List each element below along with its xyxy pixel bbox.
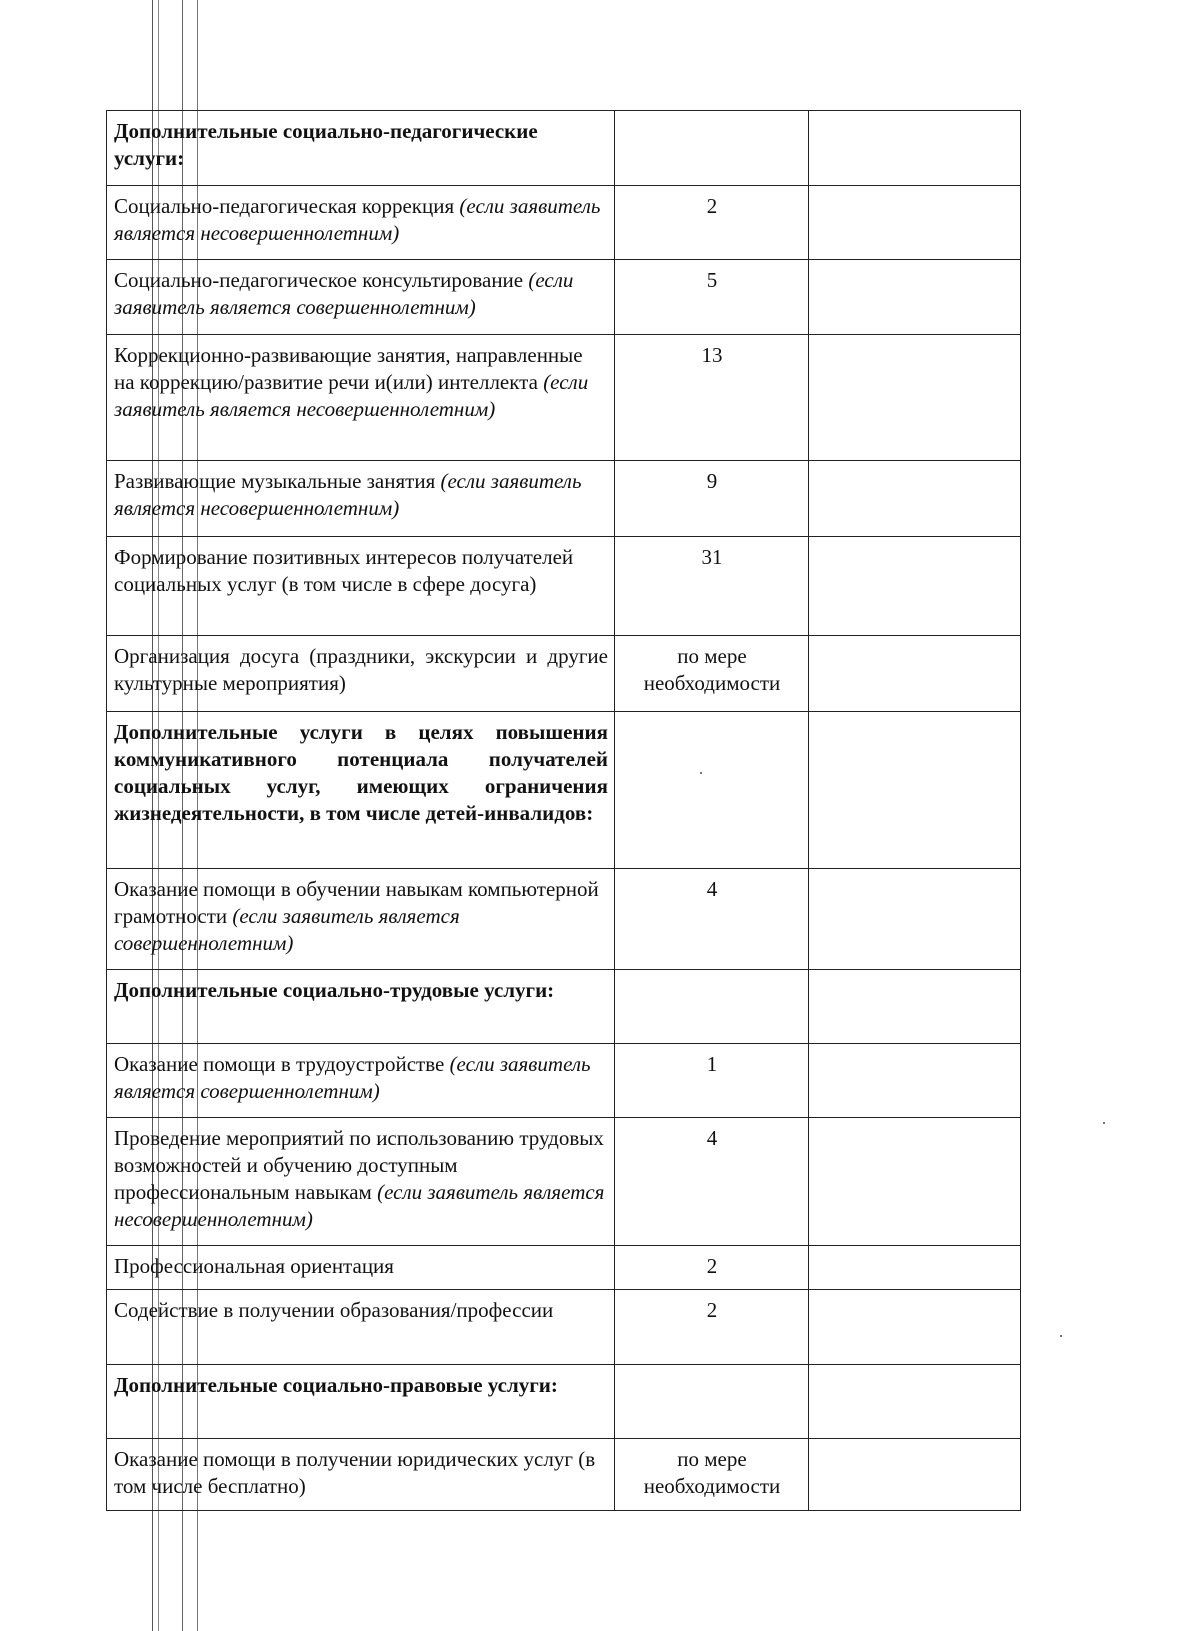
table-row bbox=[107, 1290, 1021, 1365]
service-name bbox=[107, 537, 615, 636]
service-text: Профессиональная ориентация bbox=[114, 1254, 394, 1278]
table-row bbox=[107, 260, 1021, 335]
service-note: (если заявитель является несовершеннолетним) bbox=[114, 1180, 605, 1231]
table-row bbox=[107, 1439, 1021, 1511]
empty-cell bbox=[809, 712, 1021, 869]
value-cell: 1 bbox=[615, 1044, 809, 1118]
table-row-section bbox=[107, 712, 1021, 869]
service-name bbox=[107, 186, 615, 260]
value-cell: 31 bbox=[615, 537, 809, 636]
empty-cell bbox=[809, 537, 1021, 636]
value-cell: 4 bbox=[615, 1118, 809, 1246]
table-row-section bbox=[107, 111, 1021, 186]
value-cell: 2 bbox=[615, 186, 809, 260]
service-note: (если заявитель является совершеннолетним) bbox=[114, 904, 460, 955]
service-text: Коррекционно-развивающие занятия, направленные на коррекцию/развитие речи и(или) интеллекта bbox=[114, 343, 583, 394]
empty-cell bbox=[809, 1365, 1021, 1439]
table-row bbox=[107, 1044, 1021, 1118]
service-text: Оказание помощи в трудоустройстве bbox=[114, 1052, 450, 1076]
table-row bbox=[107, 461, 1021, 537]
value-cell bbox=[615, 111, 809, 186]
table-row-section bbox=[107, 1365, 1021, 1439]
service-name bbox=[107, 636, 615, 712]
value-cell bbox=[615, 712, 809, 869]
table-row bbox=[107, 636, 1021, 712]
service-name bbox=[107, 869, 615, 970]
empty-cell bbox=[809, 869, 1021, 970]
empty-cell bbox=[809, 1246, 1021, 1290]
table-row-section bbox=[107, 970, 1021, 1044]
service-text: Формирование позитивных интересов получателей социальных услуг (в том числе в сфере досуга) bbox=[114, 545, 574, 596]
empty-cell bbox=[809, 1290, 1021, 1365]
section-title: Дополнительные социально-трудовые услуги: bbox=[107, 970, 615, 1044]
value-cell: 2 bbox=[615, 1290, 809, 1365]
service-text: Проведение мероприятий по использованию трудовых возможностей и обучению доступным профессиональным навыкам bbox=[114, 1126, 604, 1204]
empty-cell bbox=[809, 1044, 1021, 1118]
table-row bbox=[107, 1118, 1021, 1246]
value-cell: 13 bbox=[615, 335, 809, 461]
service-text: Социально-педагогическая коррекция bbox=[114, 194, 460, 218]
empty-cell bbox=[809, 1439, 1021, 1511]
value-cell: 4 bbox=[615, 869, 809, 970]
empty-cell bbox=[809, 335, 1021, 461]
service-text: Оказание помощи в получении юридических услуг (в том числе бесплатно) bbox=[114, 1447, 596, 1498]
service-name bbox=[107, 1439, 615, 1511]
value-cell: 2 bbox=[615, 1246, 809, 1290]
service-note: (если заявитель является совершеннолетним) bbox=[114, 268, 574, 319]
value-cell: 9 bbox=[615, 461, 809, 537]
value-cell: по мере необходимости bbox=[615, 636, 809, 712]
table-row bbox=[107, 335, 1021, 461]
empty-cell bbox=[809, 461, 1021, 537]
empty-cell bbox=[809, 260, 1021, 335]
scan-speck bbox=[1103, 1122, 1105, 1124]
service-text: Организация досуга (праздники, экскурсии и другие культурные мероприятия) bbox=[114, 644, 608, 695]
service-name bbox=[107, 1246, 615, 1290]
empty-cell bbox=[809, 186, 1021, 260]
service-text: Содействие в получении образования/профессии bbox=[114, 1298, 554, 1322]
service-text: Развивающие музыкальные занятия bbox=[114, 469, 441, 493]
empty-cell bbox=[809, 1118, 1021, 1246]
service-text: Социально-педагогическое консультирование bbox=[114, 268, 529, 292]
empty-cell bbox=[809, 111, 1021, 186]
section-title: Дополнительные социально-педагогические услуги: bbox=[107, 111, 615, 186]
value-cell: по мере необходимости bbox=[615, 1439, 809, 1511]
services-table bbox=[106, 110, 1021, 1511]
service-text: Оказание помощи в обучении навыкам компьютерной грамотности bbox=[114, 877, 599, 928]
table-row bbox=[107, 537, 1021, 636]
service-name bbox=[107, 1290, 615, 1365]
service-name bbox=[107, 1044, 615, 1118]
table-row bbox=[107, 1246, 1021, 1290]
service-note: (если заявитель является несовершеннолетним) bbox=[114, 194, 601, 245]
service-name bbox=[107, 260, 615, 335]
table-row bbox=[107, 869, 1021, 970]
service-name bbox=[107, 335, 615, 461]
table-row bbox=[107, 186, 1021, 260]
scan-speck bbox=[1060, 1335, 1062, 1337]
empty-cell bbox=[809, 636, 1021, 712]
service-note: (если заявитель является несовершеннолетним) bbox=[114, 370, 589, 421]
value-cell bbox=[615, 970, 809, 1044]
value-cell: 5 bbox=[615, 260, 809, 335]
value-cell bbox=[615, 1365, 809, 1439]
service-note: (если заявитель является совершеннолетним) bbox=[114, 1052, 591, 1103]
service-name bbox=[107, 461, 615, 537]
section-title: Дополнительные социально-правовые услуги: bbox=[107, 1365, 615, 1439]
service-name bbox=[107, 1118, 615, 1246]
section-title: Дополнительные услуги в целях повышения коммуникативного потенциала получателей социальных услуг, имеющих ограничения жизнедеятельности, в том числе детей-инвалидов: bbox=[107, 712, 615, 869]
empty-cell bbox=[809, 970, 1021, 1044]
service-note: (если заявитель является несовершеннолетним) bbox=[114, 469, 582, 520]
